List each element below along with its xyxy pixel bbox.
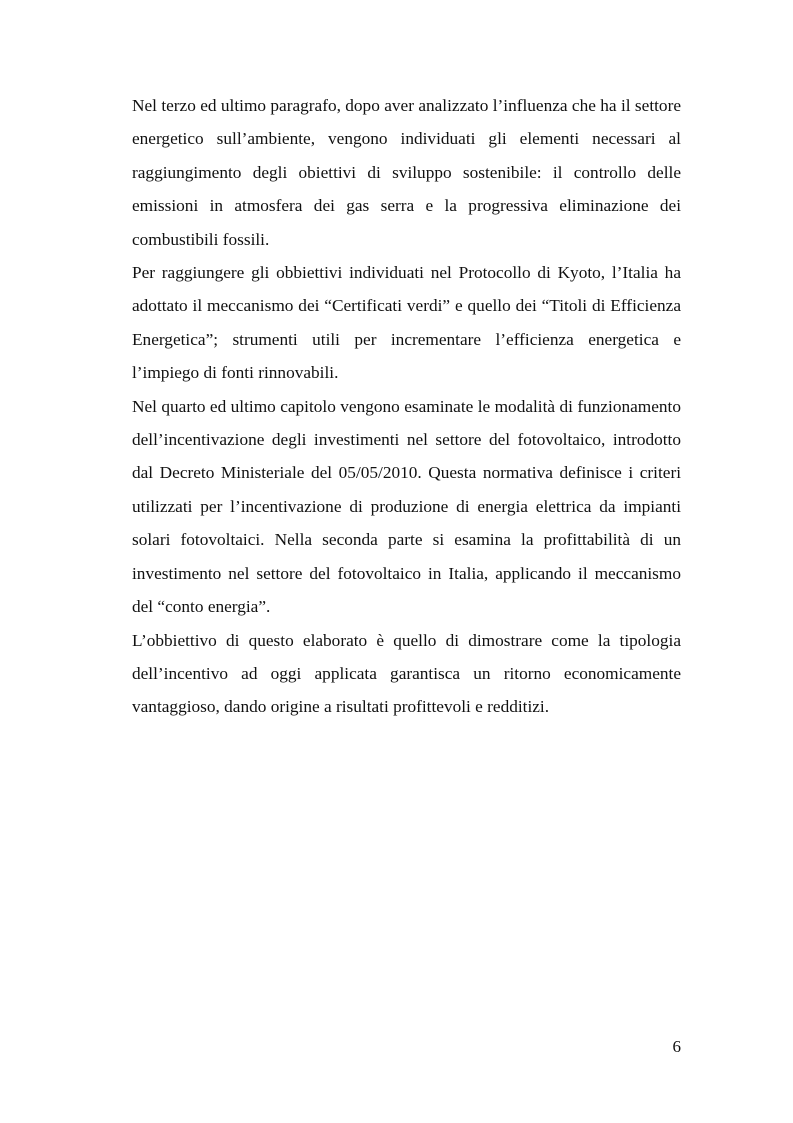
paragraph-1: Nel terzo ed ultimo paragrafo, dopo aver analizzato l’influenza che ha il settore energetico sull’ambiente, vengono individuati gli elementi necessari al raggiungimento degli obiettivi di sviluppo sostenibile: il controllo delle emissioni in atmosfera dei gas serra e la progressiva eliminazione dei combustibili fossili. bbox=[132, 96, 681, 249]
page-number: 6 bbox=[672, 1037, 681, 1056]
paragraph-2: Per raggiungere gli obbiettivi individuati nel Protocollo di Kyoto, l’Italia ha adottato il meccanismo dei “Certificati verdi” e quello dei “Titoli di Efficienza Energetica”; strumenti utili per incrementare l’efficienza energetica e l’impiego di fonti rinnovabili. bbox=[132, 263, 681, 383]
body-text bbox=[132, 89, 681, 724]
paragraph-4: L’obbiettivo di questo elaborato è quello di dimostrare come la tipologia dell’incentivo ad oggi applicata garantisca un ritorno economicamente vantaggioso, dando origine a risultati profittevoli e redditizi. bbox=[132, 630, 681, 717]
paragraph-3: Nel quarto ed ultimo capitolo vengono esaminate le modalità di funzionamento dell’incentivazione degli investimenti nel settore del fotovoltaico, introdotto dal Decreto Ministeriale del 05/05/2010. Questa normativa definisce i criteri utilizzati per l’incentivazione di produzione di energia elettrica da impianti solari fotovoltaici. Nella seconda parte si esamina la profittabilità di un investimento nel settore del fotovoltaico in Italia, applicando il meccanismo del “conto energia”. bbox=[132, 396, 681, 617]
